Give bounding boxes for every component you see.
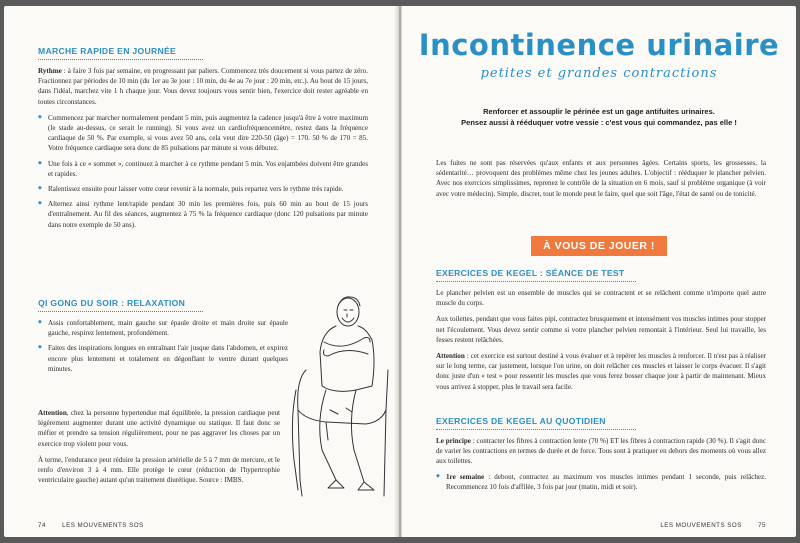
list-item: ◆ Alternez ainsi rythme lent/rapide pendant 30 min les premières fois, puis 60 min au bout de 15 jours d'entraînement. Au fil des séances, augmentez à 75 % la fréquence cardiaque (donc 120 pulsations par minute dans notre exemple de 50 ans). bbox=[38, 199, 368, 230]
section-marche-rapide bbox=[38, 46, 368, 235]
heading-underline bbox=[38, 59, 203, 60]
page-title: Incontinence urinaire bbox=[418, 28, 780, 62]
kegel-test-p2: Aux toilettes, pendant que vous faites pipi, contractez brusquement et intensément vos muscles intimes pour stopper net l'écoulement. Vous devez sentir comme si votre plancher pelvien remontait à l'intérieur. Seul lui travaille, les fesses restent relâchées. bbox=[436, 315, 766, 344]
section-heading-qi-gong: QI GONG DU SOIR : RELAXATION bbox=[38, 298, 186, 308]
attention-paragraph bbox=[38, 408, 280, 449]
heading-underline bbox=[38, 311, 203, 312]
page-subtitle: petites et grandes contractions bbox=[480, 66, 718, 81]
principe-label: Le principe bbox=[436, 437, 471, 445]
intro-line-2: Pensez aussi à rééduquer votre vessie : c'est vous qui commandez, pas elle ! bbox=[461, 118, 737, 127]
intro-block bbox=[426, 106, 772, 128]
rythme-label: Rythme bbox=[38, 67, 62, 75]
page-number: 74 bbox=[38, 522, 46, 529]
section-qi-gong bbox=[38, 298, 288, 379]
attention-label: Attention bbox=[38, 409, 67, 417]
list-item: ◆ Faites des inspirations longues en entraînant l'air jusque dans l'abdomen, et expirez encore plus lentement et totalement en dégonflant le ventre durant quelques minutes. bbox=[38, 343, 288, 374]
principe-text: : contracter les fibres à contraction lente (70 %) ET les fibres à contraction rapide (30 %). Il s'agit donc de varier les contractions en termes de durée et de force. Tous sont à pratiquer en dehors des moments où vous allez aux toilettes. bbox=[436, 437, 766, 466]
principe-paragraph bbox=[436, 436, 766, 467]
section-heading-marche: MARCHE RAPIDE EN JOURNÉE bbox=[38, 46, 177, 56]
left-footer bbox=[38, 522, 144, 529]
marche-bullet-list bbox=[38, 113, 368, 230]
list-item: ◆ Une fois à ce « sommet », continuez à marcher à ce rythme pendant 5 min. Vos enjambées doivent être grandes et rapides. bbox=[38, 159, 368, 179]
list-item: ◆ Ralentissez ensuite pour laisser votre cœur revenir à la normale, puis repartez vers le rythme très rapide. bbox=[38, 184, 368, 194]
section-heading-kegel-test: EXERCICES DE KEGEL : SÉANCE DE TEST bbox=[436, 268, 625, 278]
rythme-paragraph bbox=[38, 66, 368, 107]
terme-paragraph: À terme, l'endurance peut réduire la pression artérielle de 5 à 7 mm de mercure, et le renfo d'environ 3 à 4 mm. Elle protège le cœur (réduction de l'hypertrophie ventriculaire gauche) autant qu'un traitement diurétique. Source : IMBS. bbox=[38, 455, 280, 485]
right-footer bbox=[660, 522, 766, 529]
kegel-daily-list bbox=[436, 472, 766, 492]
badge-wrap bbox=[402, 236, 796, 256]
list-item: ◆ Commencez par marcher normalement pendant 5 min, puis augmentez la cadence jusqu'à être à votre maximum (le stade au-dessus, ce serait le running). Si vous avez un cardiofréquencemètre, restez dans la fréquence cardiaque de 50 %. Par exemple, si vous avez 50 ans, cela veut dire 220-50 (âge) = 170. 50 % de 170 = 85. Votre fréquence cardiaque sera donc de 85 pulsations par minute si vous débutez. bbox=[38, 113, 368, 154]
page-number: 75 bbox=[758, 522, 766, 529]
left-page bbox=[4, 6, 398, 537]
body-paragraph: Les fuites ne sont pas réservées qu'aux enfants et aux personnes âgées. Certains sports, les grossesses, la sédentarité… provoquent des problèmes même chez les jeunes adultes. L'objectif : rééduquer le plancher pelvien. Avec nos exercices simplissimes, reprenez le contrôle de la situation en 6 mois, sauf si problème organique (à voir avec votre médecin). Simple, discret, tout le monde peut le faire, quel que soit l'âge, l'état de santé ou de tonicité. bbox=[436, 159, 766, 198]
attention-text: : cet exercice est surtout destiné à vous évaluer et à repérer les muscles à renforcer. Il n'est pas à réaliser sur le long terme, car justement, lorsque l'on urine, on doit relâcher ces muscles et laisser le corps évacuer. Il s'agit donc juste d'un « test » pour ressentir les muscles que vous ferez bosser chaque jour à partir de maintenant. Mieux vous arrivez à stopper, plus le travail sera facile. bbox=[436, 352, 766, 391]
footer-label: LES MOUVEMENTS SOS bbox=[62, 522, 144, 529]
kegel-test-p1: Le plancher pelvien est un ensemble de muscles qui se contractent et se relâchent comme n'importe quel autre muscle du corps. bbox=[436, 289, 766, 308]
list-item bbox=[436, 472, 766, 492]
attention-text: , chez la personne hypertendue mal équilibrée, la pression cardiaque peut légèrement augmenter durant une activité dynamique ou statique. Il faut donc se méfier et prendre sa tension régulièrement, pour ne pas aggraver les choses par un exercice trop violent pour vous. bbox=[38, 409, 280, 448]
heading-underline bbox=[436, 281, 636, 282]
section-heading-kegel-daily: EXERCICES DE KEGEL AU QUOTIDIEN bbox=[436, 416, 606, 426]
heading-underline bbox=[436, 429, 636, 430]
semaine-label: 1re semaine bbox=[446, 472, 485, 481]
kegel-attention-paragraph bbox=[436, 351, 766, 392]
right-page bbox=[402, 6, 796, 537]
intro-line-1: Renforcer et assouplir le périnée est un gage antifuites urinaires. bbox=[483, 107, 715, 116]
semaine-text: : debout, contractez au maximum vos muscles intimes pendant 1 seconde, puis relâchez. Recommencez 10 fois d'affilée, 3 fois par jour (matin, midi et soir). bbox=[446, 472, 766, 491]
attention-label: Attention bbox=[436, 352, 465, 361]
section-kegel-test bbox=[436, 268, 766, 392]
section-attention-left bbox=[38, 408, 280, 485]
rythme-text: : à faire 3 fois par semaine, en progressant par paliers. Commencez très doucement si vous partez de zéro. Fractionnez par périodes de 10 min (du 1er au 3e jour : 10 min, du 4e au 7e jour : 20 min, etc.). Au bout de 15 jours, dans l'idéal, marchez vite 1 h chaque jour. Vous devez toujours vous sentir bien, l'exercice doit rester agréable en toutes circonstances. bbox=[38, 67, 368, 106]
play-badge: À VOUS DE JOUER ! bbox=[531, 236, 667, 256]
man-in-armchair-illustration bbox=[286, 290, 396, 502]
qi-gong-bullet-list bbox=[38, 318, 288, 374]
section-kegel-daily bbox=[436, 416, 766, 497]
list-item: ◆ Assis confortablement, main gauche sur épaule droite et main droite sur épaule gauche, respirez lentement, profondément. bbox=[38, 318, 288, 338]
footer-label: LES MOUVEMENTS SOS bbox=[660, 522, 742, 529]
